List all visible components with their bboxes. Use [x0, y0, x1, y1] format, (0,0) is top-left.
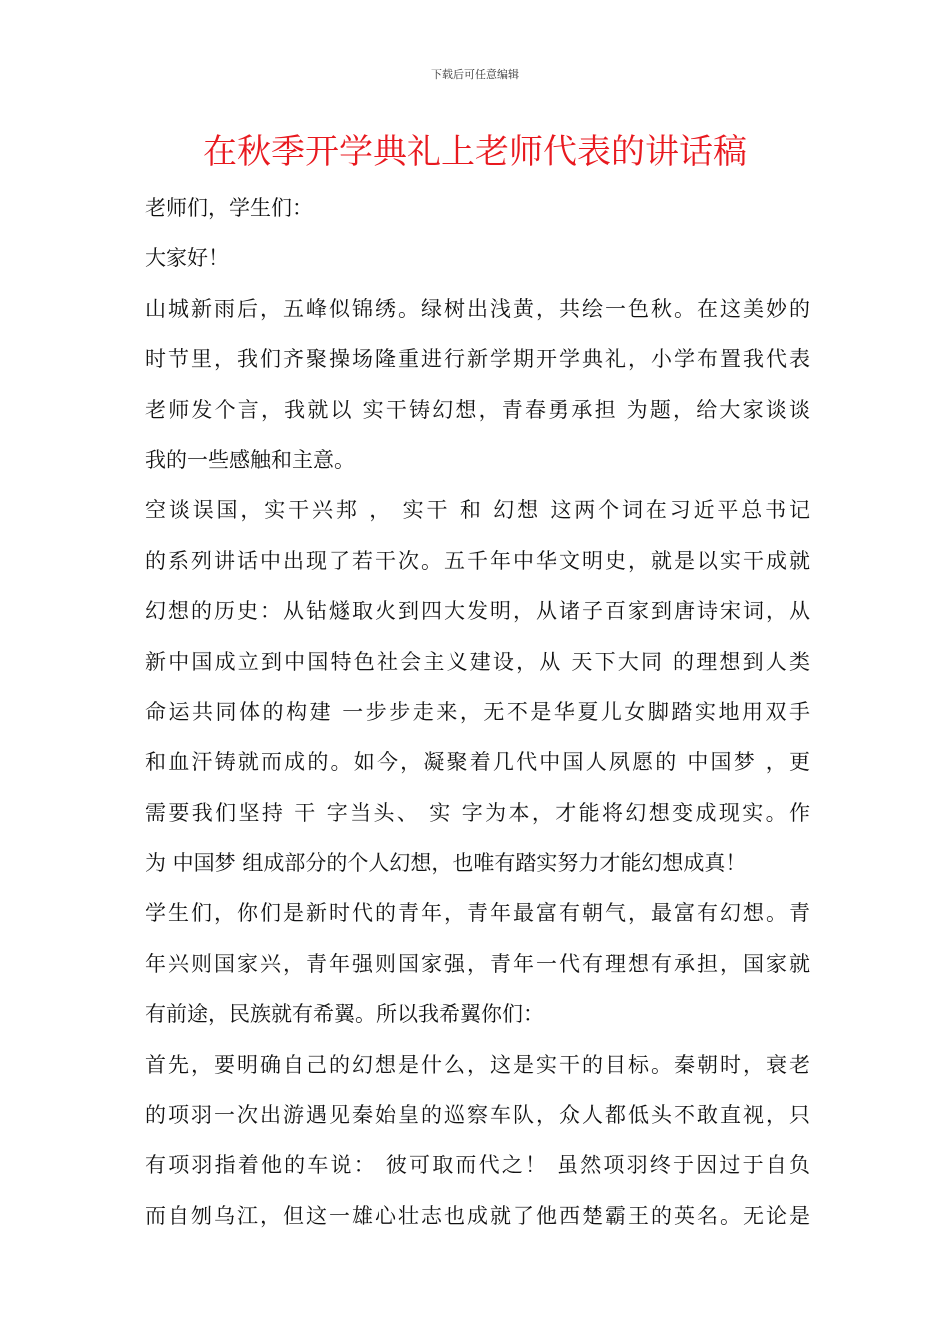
text-line: 山城新雨后，五峰似锦绣。绿树出浅黄，共绘一色秋。在这美妙的 [145, 296, 810, 321]
text-line: 大家好！ [145, 246, 229, 271]
text-line: 为 中国梦 组成部分的个人幻想，也唯有踏实努力才能幻想成真！ [145, 851, 747, 876]
text-line: 老师发个言，我就以 实干铸幻想，青春勇承担 为题，给大家谈谈 [145, 397, 810, 422]
text-line: 时节里，我们齐聚操场隆重进行新学期开学典礼，小学布置我代表 [145, 347, 810, 372]
text-line: 的项羽一次出游遇见秦始皇的巡察车队，众人都低头不敢直视，只 [145, 1103, 810, 1128]
text-line: 有项羽指着他的车说： 彼可取而代之！ 虽然项羽终于因过于自负 [145, 1153, 810, 1178]
text-line: 幻想的历史：从钻燧取火到四大发明，从诸子百家到唐诗宋词，从 [145, 599, 810, 624]
text-line: 学生们，你们是新时代的青年，青年最富有朝气，最富有幻想。青 [145, 901, 810, 926]
text-line: 新中国成立到中国特色社会主义建设，从 天下大同 的理想到人类 [145, 649, 810, 674]
text-line: 年兴则国家兴，青年强则国家强，青年一代有理想有承担，国家就 [145, 951, 810, 976]
text-line: 的系列讲话中出现了若干次。五千年中华文明史，就是以实干成就 [145, 548, 810, 573]
header-note: 下载后可任意编辑 [431, 68, 519, 81]
text-line: 空谈误国，实干兴邦 ， 实干 和 幻想 这两个词在习近平总书记 [145, 498, 810, 523]
text-line: 命运共同体的构建 一步步走来，无不是华夏儿女脚踏实地用双手 [145, 699, 810, 724]
text-line: 需要我们坚持 干 字当头、 实 字为本，才能将幻想变成现实。作 [145, 800, 810, 825]
text-line: 而自刎乌江，但这一雄心壮志也成就了他西楚霸王的英名。无论是 [145, 1203, 810, 1228]
text-line: 有前途，民族就有希翼。所以我希翼你们： [145, 1002, 544, 1027]
text-line: 首先，要明确自己的幻想是什么，这是实干的目标。秦朝时，衰老 [145, 1052, 810, 1077]
document-title: 在秋季开学典礼上老师代表的讲话稿 [203, 132, 747, 172]
body-text [145, 183, 810, 1241]
text-line: 和血汗铸就而成的。如今，凝聚着几代中国人夙愿的 中国梦 ，更 [145, 750, 810, 775]
text-line: 我的一些感触和主意。 [145, 447, 355, 472]
text-line: 老师们，学生们： [145, 196, 313, 220]
